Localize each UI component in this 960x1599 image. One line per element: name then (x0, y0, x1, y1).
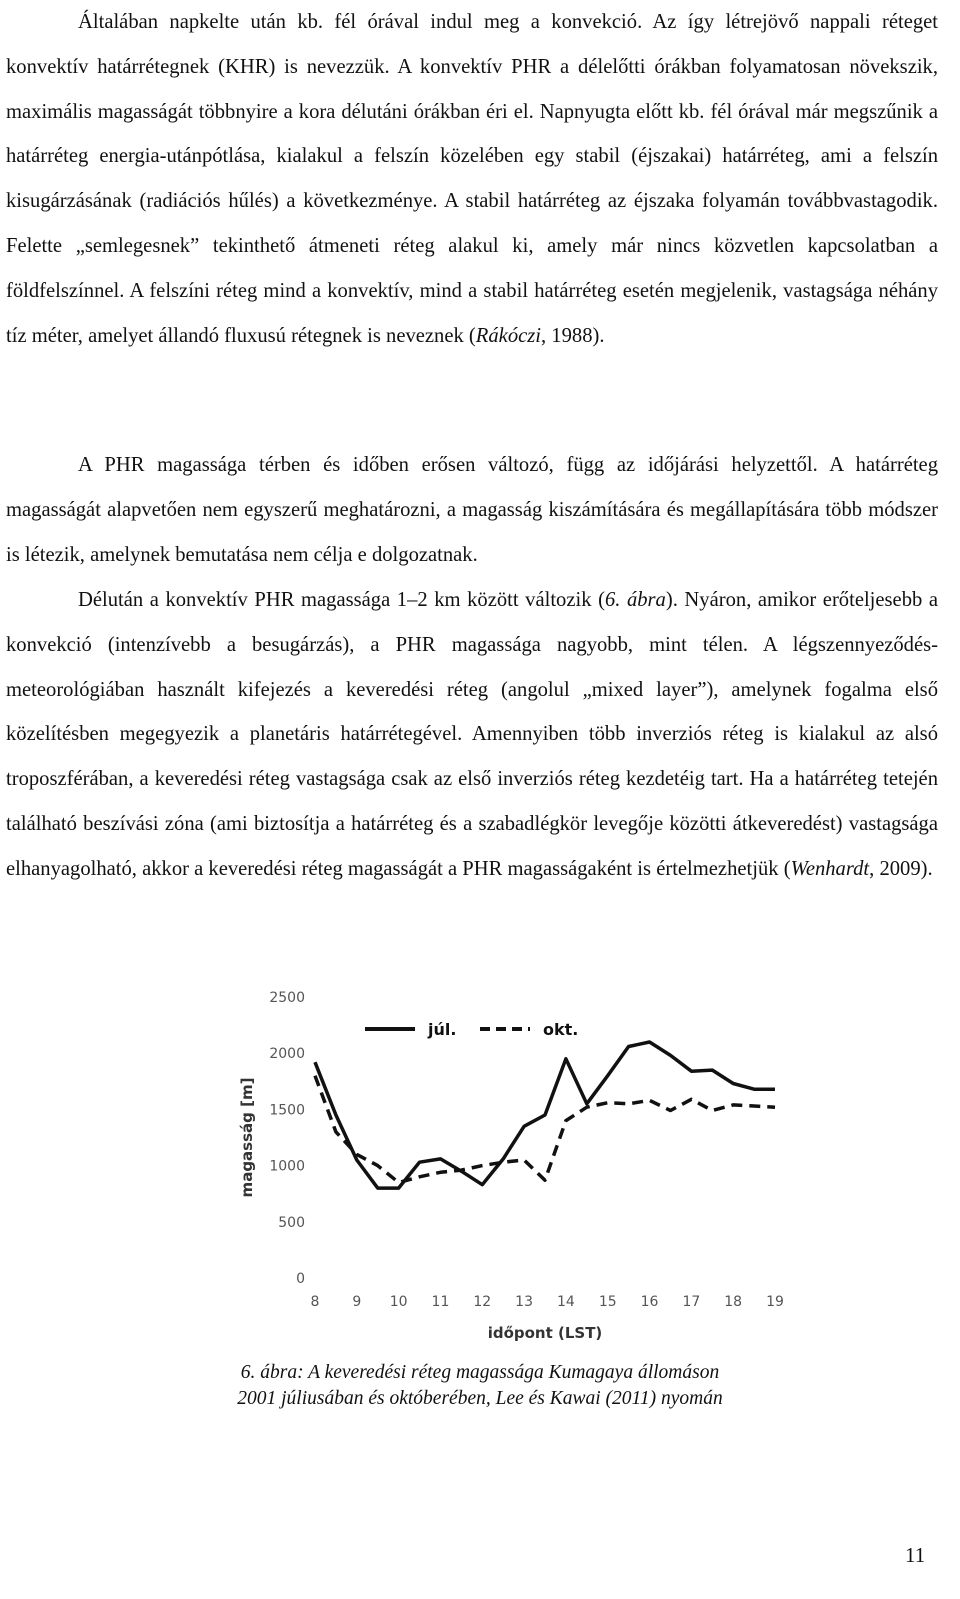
x-tick-label-12: 12 (473, 1294, 492, 1310)
paragraph-3-text-c: , 2009). (869, 857, 933, 880)
x-tick-label-17: 17 (682, 1294, 701, 1310)
y-axis-label: magasság [m] (238, 1077, 256, 1198)
series-line-jul (315, 1042, 775, 1188)
x-tick-label-10: 10 (389, 1294, 408, 1310)
page-number: 11 (905, 1543, 926, 1567)
x-tick-label-15: 15 (598, 1294, 617, 1310)
paragraph-3-text-b: ). Nyáron, amikor erőteljesebb a konvekció (intenzívebb a besugárzás), a PHR magassága nagyobb, mint télen. A légszennyeződés-meteorológiában használt kifejezés a keveredési réteg (angolul „mixed layer”), amelynek fogalma első közelítésben megegyezik a planetáris határrétegével. Amennyiben több inverziós réteg is kialakul az alsó troposzférában, a keveredési réteg vastagsága csak az első inverziós réteg kezdetéig tart. Ha a határréteg tetején található beszívási zóna (ami biztosítja a határréteg és a szabadlégkör levegője közötti átkeveredést) vastagsága elhanyagolható, akkor a keveredési réteg magasságát a PHR magasságaként is értelmezhetjük ( (6, 589, 939, 880)
legend-label-okt: okt. (543, 1020, 579, 1039)
paragraph-1-text-a: Általában napkelte után kb. fél órával indul meg a konvekció. Az így létrejövő nappali réteget konvektív határrétegnek (KHR) is nevezzük. A konvektív PHR a délelőtti órákban folyamatosan növekszik, maximális magasságát többnyire a kora délutáni órákban éri el. Napnyugta előtt kb. fél órával már megszűnik a határréteg energia-utánpótlása, kialakul a felszín közelében egy stabil (éjszakai) határréteg, ami a felszín kisugárzásának (radiációs hűlés) a következménye. A stabil határréteg az éjszaka folyamán továbbvastagodik. Felette „semlegesnek” tekinthető átmeneti réteg alakul ki, amely már nincs közvetlen kapcsolatban a földfelszínnel. A felszíni réteg mind a konvektív, mind a stabil határréteg esetén megjelenik, vastagsága néhány tíz méter, amelyet állandó fluxusú rétegnek is neveznek ( (6, 11, 938, 347)
x-tick-label-11: 11 (431, 1294, 450, 1310)
y-tick-label-2500: 2500 (269, 990, 305, 1006)
line-chart (230, 985, 790, 1355)
figure-caption-line-2: 2001 júliusában és októberében, Lee és Kawai (2011) nyomán (237, 1388, 723, 1409)
y-tick-label-1500: 1500 (269, 1102, 305, 1119)
paragraph-3 (6, 578, 938, 892)
citation-author-rakoczi: Rákóczi (475, 324, 541, 347)
x-tick-label-19: 19 (766, 1294, 784, 1310)
figure-reference: 6. ábra (604, 589, 666, 611)
x-tick-label-18: 18 (724, 1294, 743, 1310)
paragraph-1 (6, 0, 938, 358)
x-tick-label-13: 13 (515, 1294, 534, 1310)
series-line-okt (315, 1076, 775, 1183)
x-tick-label-16: 16 (640, 1294, 659, 1310)
legend-label-jul: júl. (428, 1020, 457, 1039)
y-tick-label-1000: 1000 (269, 1158, 305, 1175)
citation-author-wenhardt: Wenhardt (790, 857, 870, 880)
y-tick-label-500: 500 (278, 1214, 305, 1231)
figure-caption-line-1: 6. ábra: A keveredési réteg magassága Kumagaya állomáson (240, 1362, 720, 1383)
x-tick-label-14: 14 (556, 1294, 575, 1310)
y-tick-label-2000: 2000 (269, 1046, 305, 1063)
x-axis-label: időpont (LST) (487, 1324, 603, 1342)
paragraph-2 (6, 443, 938, 577)
y-tick-label-0: 0 (296, 1271, 305, 1287)
x-tick-label-9: 9 (352, 1294, 362, 1310)
paragraph-3-text-a: Délután a konvektív PHR magassága 1–2 km között változik ( (78, 589, 605, 611)
paragraph-1-text-b: , 1988). (541, 324, 605, 347)
figure-chart (230, 985, 790, 1355)
paragraph-2-text: A PHR magassága térben és időben erősen változó, függ az időjárási helyzettől. A határréteg magasságát alapvetően nem egyszerű meghatározni, a magasság kiszámítására és megállapítására több módszer is létezik, amelynek bemutatása nem célja e dolgozatnak. (6, 454, 938, 566)
x-tick-label-8: 8 (310, 1294, 320, 1310)
